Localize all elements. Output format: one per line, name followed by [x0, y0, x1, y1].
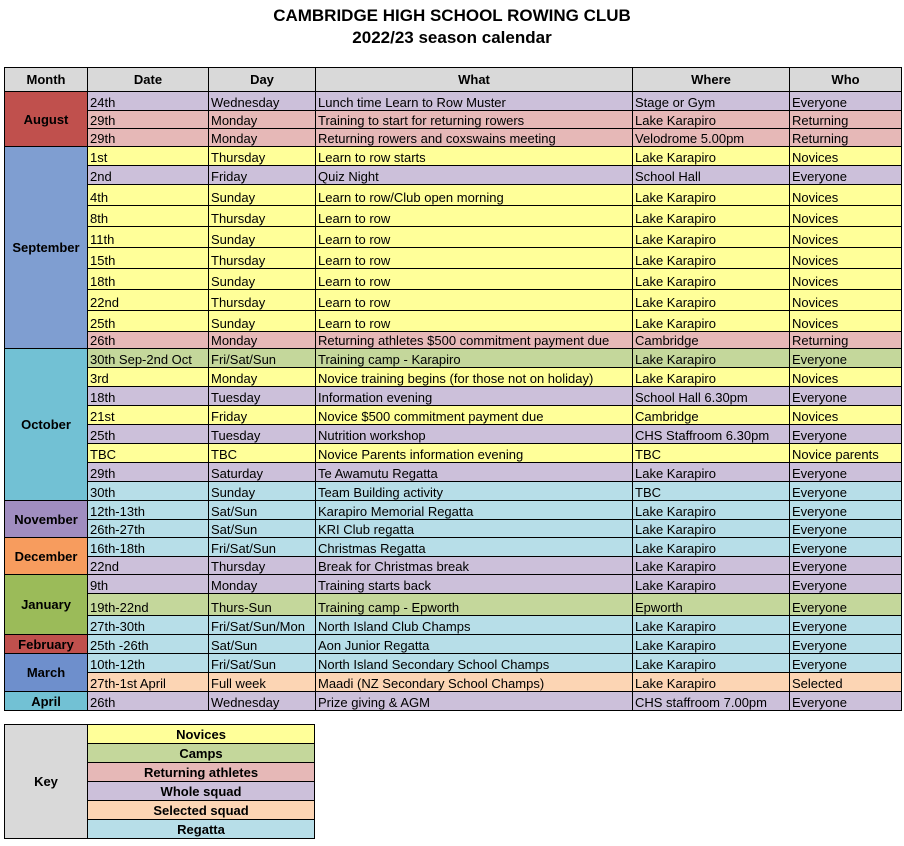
table-row	[5, 248, 902, 269]
where-cell: CHS Staffroom 6.30pm	[633, 425, 790, 444]
day-cell: Thursday	[209, 248, 316, 269]
what-cell: Team Building activity	[316, 482, 633, 501]
table-row	[5, 501, 902, 520]
where-cell: Lake Karapiro	[633, 311, 790, 332]
where-cell: Velodrome 5.00pm	[633, 129, 790, 147]
key-item: Returning athletes	[88, 763, 315, 782]
what-cell: North Island Secondary School Champs	[316, 654, 633, 673]
key-item: Whole squad	[88, 782, 315, 801]
table-row	[5, 129, 902, 147]
day-cell: Friday	[209, 166, 316, 185]
who-cell: Everyone	[790, 92, 902, 111]
date-cell: 29th	[88, 129, 209, 147]
key-label: Key	[5, 725, 88, 839]
month-cell: February	[5, 635, 88, 654]
what-cell: Quiz Night	[316, 166, 633, 185]
what-cell: Karapiro Memorial Regatta	[316, 501, 633, 520]
where-cell: Lake Karapiro	[633, 290, 790, 311]
where-cell: Lake Karapiro	[633, 111, 790, 129]
who-cell: Everyone	[790, 425, 902, 444]
where-cell: Lake Karapiro	[633, 557, 790, 575]
table-row	[5, 463, 902, 482]
table-row	[5, 269, 902, 290]
where-cell: Lake Karapiro	[633, 269, 790, 290]
day-cell: Sunday	[209, 269, 316, 290]
what-cell: Training to start for returning rowers	[316, 111, 633, 129]
where-cell: CHS staffroom 7.00pm	[633, 692, 790, 711]
what-cell: Training camp - Karapiro	[316, 349, 633, 368]
day-cell: Fri/Sat/Sun	[209, 349, 316, 368]
day-cell: Monday	[209, 111, 316, 129]
calendar-body	[5, 92, 902, 711]
column-header-day: Day	[209, 68, 316, 92]
day-cell: Sat/Sun	[209, 501, 316, 520]
day-cell: Sunday	[209, 311, 316, 332]
key-item: Regatta	[88, 820, 315, 839]
day-cell: Fri/Sat/Sun/Mon	[209, 616, 316, 635]
where-cell: Cambridge	[633, 406, 790, 425]
key-body	[5, 725, 315, 839]
day-cell: Wednesday	[209, 692, 316, 711]
column-header-what: What	[316, 68, 633, 92]
table-row	[5, 349, 902, 368]
who-cell: Returning	[790, 332, 902, 349]
who-cell: Novices	[790, 290, 902, 311]
who-cell: Everyone	[790, 166, 902, 185]
page-subtitle: 2022/23 season calendar	[352, 28, 552, 47]
table-row	[5, 594, 902, 616]
what-cell: Learn to row starts	[316, 147, 633, 166]
where-cell: School Hall	[633, 166, 790, 185]
day-cell: Sunday	[209, 185, 316, 206]
where-cell: Lake Karapiro	[633, 616, 790, 635]
date-cell: 26th-27th	[88, 520, 209, 538]
who-cell: Everyone	[790, 520, 902, 538]
where-cell: School Hall 6.30pm	[633, 387, 790, 406]
who-cell: Everyone	[790, 635, 902, 654]
what-cell: Returning athletes $500 commitment payment due	[316, 332, 633, 349]
date-cell: 21st	[88, 406, 209, 425]
table-row	[5, 92, 902, 111]
day-cell: TBC	[209, 444, 316, 463]
date-cell: 15th	[88, 248, 209, 269]
date-cell: 16th-18th	[88, 538, 209, 557]
who-cell: Novices	[790, 147, 902, 166]
date-cell: 25th	[88, 425, 209, 444]
date-cell: 9th	[88, 575, 209, 594]
who-cell: Everyone	[790, 482, 902, 501]
what-cell: Learn to row	[316, 311, 633, 332]
what-cell: Learn to row	[316, 290, 633, 311]
date-cell: TBC	[88, 444, 209, 463]
what-cell: Prize giving & AGM	[316, 692, 633, 711]
day-cell: Sunday	[209, 482, 316, 501]
table-row	[5, 520, 902, 538]
day-cell: Sat/Sun	[209, 520, 316, 538]
key-item: Novices	[88, 725, 315, 744]
table-row	[5, 538, 902, 557]
page-title: CAMBRIDGE HIGH SCHOOL ROWING CLUB	[273, 6, 631, 25]
where-cell: Lake Karapiro	[633, 463, 790, 482]
key-row	[5, 725, 315, 744]
table-row	[5, 673, 902, 692]
month-cell: September	[5, 147, 88, 349]
where-cell: Lake Karapiro	[633, 147, 790, 166]
date-cell: 29th	[88, 111, 209, 129]
who-cell: Everyone	[790, 349, 902, 368]
column-header-where: Where	[633, 68, 790, 92]
key-item: Selected squad	[88, 801, 315, 820]
where-cell: Epworth	[633, 594, 790, 616]
day-cell: Friday	[209, 406, 316, 425]
who-cell: Everyone	[790, 501, 902, 520]
who-cell: Everyone	[790, 463, 902, 482]
where-cell: Lake Karapiro	[633, 349, 790, 368]
day-cell: Monday	[209, 575, 316, 594]
date-cell: 30th	[88, 482, 209, 501]
month-cell: March	[5, 654, 88, 692]
where-cell: Lake Karapiro	[633, 538, 790, 557]
date-cell: 18th	[88, 387, 209, 406]
day-cell: Tuesday	[209, 425, 316, 444]
day-cell: Wednesday	[209, 92, 316, 111]
who-cell: Everyone	[790, 692, 902, 711]
who-cell: Novices	[790, 248, 902, 269]
where-cell: Lake Karapiro	[633, 575, 790, 594]
what-cell: Te Awamutu Regatta	[316, 463, 633, 482]
date-cell: 8th	[88, 206, 209, 227]
table-row	[5, 290, 902, 311]
what-cell: Nutrition workshop	[316, 425, 633, 444]
who-cell: Novices	[790, 185, 902, 206]
date-cell: 25th	[88, 311, 209, 332]
day-cell: Thursday	[209, 290, 316, 311]
who-cell: Everyone	[790, 575, 902, 594]
table-row	[5, 616, 902, 635]
where-cell: Lake Karapiro	[633, 227, 790, 248]
table-row	[5, 206, 902, 227]
where-cell: Lake Karapiro	[633, 368, 790, 387]
column-header-month: Month	[5, 68, 88, 92]
date-cell: 18th	[88, 269, 209, 290]
table-row	[5, 147, 902, 166]
who-cell: Novices	[790, 406, 902, 425]
where-cell: Lake Karapiro	[633, 673, 790, 692]
what-cell: Learn to row	[316, 269, 633, 290]
what-cell: Training starts back	[316, 575, 633, 594]
table-row	[5, 227, 902, 248]
table-row	[5, 387, 902, 406]
date-cell: 24th	[88, 92, 209, 111]
month-cell: January	[5, 575, 88, 635]
month-cell: August	[5, 92, 88, 147]
what-cell: Novice training begins (for those not on holiday)	[316, 368, 633, 387]
what-cell: Learn to row	[316, 206, 633, 227]
who-cell: Selected	[790, 673, 902, 692]
day-cell: Full week	[209, 673, 316, 692]
where-cell: Stage or Gym	[633, 92, 790, 111]
day-cell: Monday	[209, 368, 316, 387]
date-cell: 2nd	[88, 166, 209, 185]
table-row	[5, 654, 902, 673]
date-cell: 27th-30th	[88, 616, 209, 635]
day-cell: Sat/Sun	[209, 635, 316, 654]
where-cell: Lake Karapiro	[633, 654, 790, 673]
date-cell: 10th-12th	[88, 654, 209, 673]
table-row	[5, 406, 902, 425]
where-cell: Lake Karapiro	[633, 635, 790, 654]
where-cell: Cambridge	[633, 332, 790, 349]
date-cell: 30th Sep-2nd Oct	[88, 349, 209, 368]
table-row	[5, 311, 902, 332]
table-row	[5, 368, 902, 387]
day-cell: Fri/Sat/Sun	[209, 654, 316, 673]
key-item: Camps	[88, 744, 315, 763]
what-cell: Break for Christmas break	[316, 557, 633, 575]
day-cell: Thursday	[209, 557, 316, 575]
who-cell: Everyone	[790, 387, 902, 406]
date-cell: 22nd	[88, 290, 209, 311]
what-cell: Novice Parents information evening	[316, 444, 633, 463]
what-cell: KRI Club regatta	[316, 520, 633, 538]
where-cell: TBC	[633, 444, 790, 463]
date-cell: 26th	[88, 692, 209, 711]
table-row	[5, 444, 902, 463]
date-cell: 27th-1st April	[88, 673, 209, 692]
what-cell: Returning rowers and coxswains meeting	[316, 129, 633, 147]
who-cell: Novices	[790, 368, 902, 387]
what-cell: Aon Junior Regatta	[316, 635, 633, 654]
column-header-date: Date	[88, 68, 209, 92]
day-cell: Thursday	[209, 206, 316, 227]
header-row	[5, 68, 902, 92]
what-cell: Lunch time Learn to Row Muster	[316, 92, 633, 111]
date-cell: 25th -26th	[88, 635, 209, 654]
who-cell: Returning	[790, 129, 902, 147]
table-row	[5, 482, 902, 501]
date-cell: 11th	[88, 227, 209, 248]
day-cell: Thurs-Sun	[209, 594, 316, 616]
who-cell: Novices	[790, 269, 902, 290]
month-cell: April	[5, 692, 88, 711]
date-cell: 4th	[88, 185, 209, 206]
what-cell: Maadi (NZ Secondary School Champs)	[316, 673, 633, 692]
table-row	[5, 692, 902, 711]
calendar-table	[4, 67, 902, 711]
where-cell: Lake Karapiro	[633, 520, 790, 538]
who-cell: Everyone	[790, 616, 902, 635]
date-cell: 26th	[88, 332, 209, 349]
day-cell: Monday	[209, 332, 316, 349]
who-cell: Everyone	[790, 594, 902, 616]
month-cell: October	[5, 349, 88, 501]
date-cell: 12th-13th	[88, 501, 209, 520]
month-cell: December	[5, 538, 88, 575]
day-cell: Saturday	[209, 463, 316, 482]
what-cell: Learn to row/Club open morning	[316, 185, 633, 206]
what-cell: Christmas Regatta	[316, 538, 633, 557]
table-row	[5, 185, 902, 206]
who-cell: Novice parents	[790, 444, 902, 463]
day-cell: Monday	[209, 129, 316, 147]
where-cell: Lake Karapiro	[633, 501, 790, 520]
table-row	[5, 332, 902, 349]
what-cell: North Island Club Champs	[316, 616, 633, 635]
day-cell: Tuesday	[209, 387, 316, 406]
date-cell: 19th-22nd	[88, 594, 209, 616]
key-table	[4, 724, 315, 839]
day-cell: Fri/Sat/Sun	[209, 538, 316, 557]
who-cell: Novices	[790, 227, 902, 248]
what-cell: Information evening	[316, 387, 633, 406]
table-row	[5, 425, 902, 444]
who-cell: Novices	[790, 206, 902, 227]
column-header-who: Who	[790, 68, 902, 92]
where-cell: TBC	[633, 482, 790, 501]
where-cell: Lake Karapiro	[633, 248, 790, 269]
who-cell: Everyone	[790, 557, 902, 575]
where-cell: Lake Karapiro	[633, 206, 790, 227]
date-cell: 29th	[88, 463, 209, 482]
table-row	[5, 111, 902, 129]
day-cell: Thursday	[209, 147, 316, 166]
who-cell: Novices	[790, 311, 902, 332]
where-cell: Lake Karapiro	[633, 185, 790, 206]
table-row	[5, 557, 902, 575]
who-cell: Returning	[790, 111, 902, 129]
what-cell: Learn to row	[316, 248, 633, 269]
date-cell: 1st	[88, 147, 209, 166]
month-cell: November	[5, 501, 88, 538]
day-cell: Sunday	[209, 227, 316, 248]
who-cell: Everyone	[790, 538, 902, 557]
table-row	[5, 166, 902, 185]
who-cell: Everyone	[790, 654, 902, 673]
what-cell: Training camp - Epworth	[316, 594, 633, 616]
what-cell: Novice $500 commitment payment due	[316, 406, 633, 425]
date-cell: 22nd	[88, 557, 209, 575]
table-row	[5, 635, 902, 654]
date-cell: 3rd	[88, 368, 209, 387]
table-row	[5, 575, 902, 594]
what-cell: Learn to row	[316, 227, 633, 248]
